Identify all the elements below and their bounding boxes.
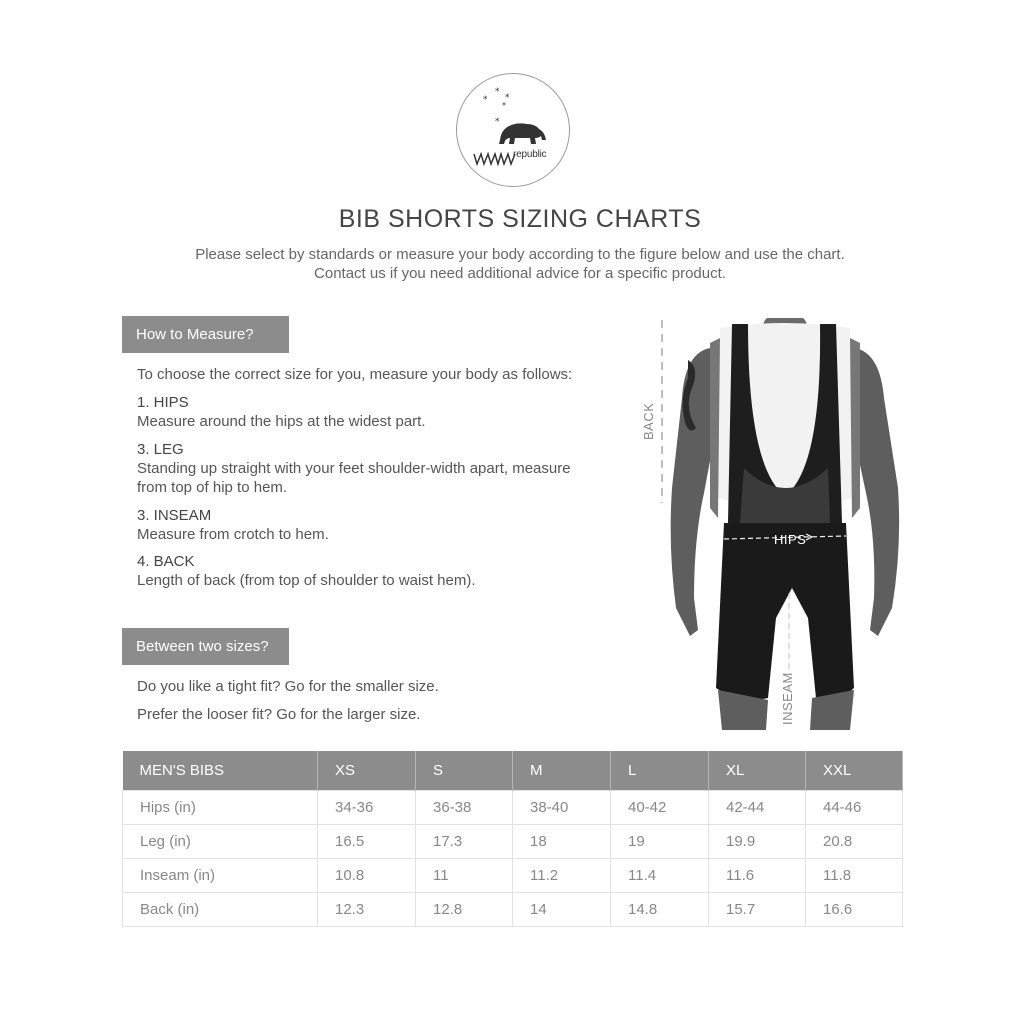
table-row	[123, 892, 903, 926]
svg-text:*: *	[505, 93, 510, 103]
table-header-cell: S	[416, 751, 513, 790]
measure-item-back	[137, 552, 476, 590]
back-label: BACK	[641, 402, 656, 440]
svg-text:*: *	[495, 87, 500, 97]
table-cell: 18	[513, 824, 611, 858]
table-cell: 16.5	[318, 824, 416, 858]
intro-text	[0, 245, 1024, 283]
measure-intro: To choose the correct size for you, measure your body as follows:	[137, 366, 573, 383]
inseam-label: INSEAM	[780, 672, 795, 725]
table-cell: 36-38	[416, 790, 513, 824]
table-cell: 15.7	[709, 892, 806, 926]
measure-text: Standing up straight with your feet shoulder-width apart, measure	[137, 460, 571, 477]
table-cell: 14.8	[611, 892, 709, 926]
measure-item-hips	[137, 393, 426, 431]
brand-name: republic	[513, 149, 547, 160]
table-cell: 11.2	[513, 858, 611, 892]
measure-text: Measure from crotch to hem.	[137, 526, 329, 543]
table-cell: 11	[416, 858, 513, 892]
intro-line: Please select by standards or measure your body according to the figure below and use the chart.	[195, 246, 845, 263]
table-cell: 17.3	[416, 824, 513, 858]
measure-text: from top of hip to hem.	[137, 479, 288, 496]
table-row	[123, 824, 903, 858]
measure-text: Length of back (from top of shoulder to waist hem).	[137, 572, 476, 589]
table-cell: 34-36	[318, 790, 416, 824]
model-figure	[640, 318, 910, 730]
table-header-cell: L	[611, 751, 709, 790]
how-to-measure-tab: How to Measure?	[122, 316, 289, 353]
page-title: BIB SHORTS SIZING CHARTS	[338, 205, 702, 233]
measure-heading: 4. BACK	[137, 553, 195, 570]
table-cell: Back (in)	[123, 892, 318, 926]
table-header-cell: XXL	[806, 751, 903, 790]
table-header-row	[123, 751, 903, 790]
table-row	[123, 790, 903, 824]
between-sizes-tab: Between two sizes?	[122, 628, 289, 665]
table-cell: 16.6	[806, 892, 903, 926]
table-cell: 12.3	[318, 892, 416, 926]
between-sizes-tip: Prefer the looser fit? Go for the larger size.	[137, 706, 421, 723]
table-cell: 11.6	[709, 858, 806, 892]
table-cell: 38-40	[513, 790, 611, 824]
table-cell: 10.8	[318, 858, 416, 892]
table-header-cell: XL	[709, 751, 806, 790]
table-cell: 12.8	[416, 892, 513, 926]
table-row	[123, 858, 903, 892]
table-header-cell: M	[513, 751, 611, 790]
svg-text:*: *	[502, 101, 506, 110]
measure-heading: 3. LEG	[137, 441, 184, 458]
table-cell: 11.4	[611, 858, 709, 892]
measure-heading: 1. HIPS	[137, 394, 189, 411]
table-cell: 11.8	[806, 858, 903, 892]
sizing-table	[122, 751, 903, 927]
table-header-cell: XS	[318, 751, 416, 790]
table-cell: 19	[611, 824, 709, 858]
table-cell: Inseam (in)	[123, 858, 318, 892]
bear-stars-icon	[457, 74, 571, 188]
measure-item-inseam	[137, 506, 329, 544]
measure-heading: 3. INSEAM	[137, 507, 212, 524]
table-header-cell: MEN'S BIBS	[123, 751, 318, 790]
table-cell: 19.9	[709, 824, 806, 858]
hips-label: HIPS	[774, 532, 807, 547]
table-cell: Leg (in)	[123, 824, 318, 858]
table-cell: 44-46	[806, 790, 903, 824]
intro-line: Contact us if you need additional advice for a specific product.	[314, 265, 726, 282]
measure-text: Measure around the hips at the widest part.	[137, 413, 426, 430]
table-cell: 20.8	[806, 824, 903, 858]
measure-item-leg	[137, 440, 571, 497]
table-cell: Hips (in)	[123, 790, 318, 824]
between-sizes-tip: Do you like a tight fit? Go for the smaller size.	[137, 678, 439, 695]
table-cell: 42-44	[709, 790, 806, 824]
svg-text:*: *	[483, 95, 488, 105]
table-cell: 14	[513, 892, 611, 926]
svg-text:*: *	[495, 117, 500, 127]
brand-logo	[456, 73, 570, 187]
cyclist-silhouette-icon	[640, 318, 910, 730]
table-cell: 40-42	[611, 790, 709, 824]
